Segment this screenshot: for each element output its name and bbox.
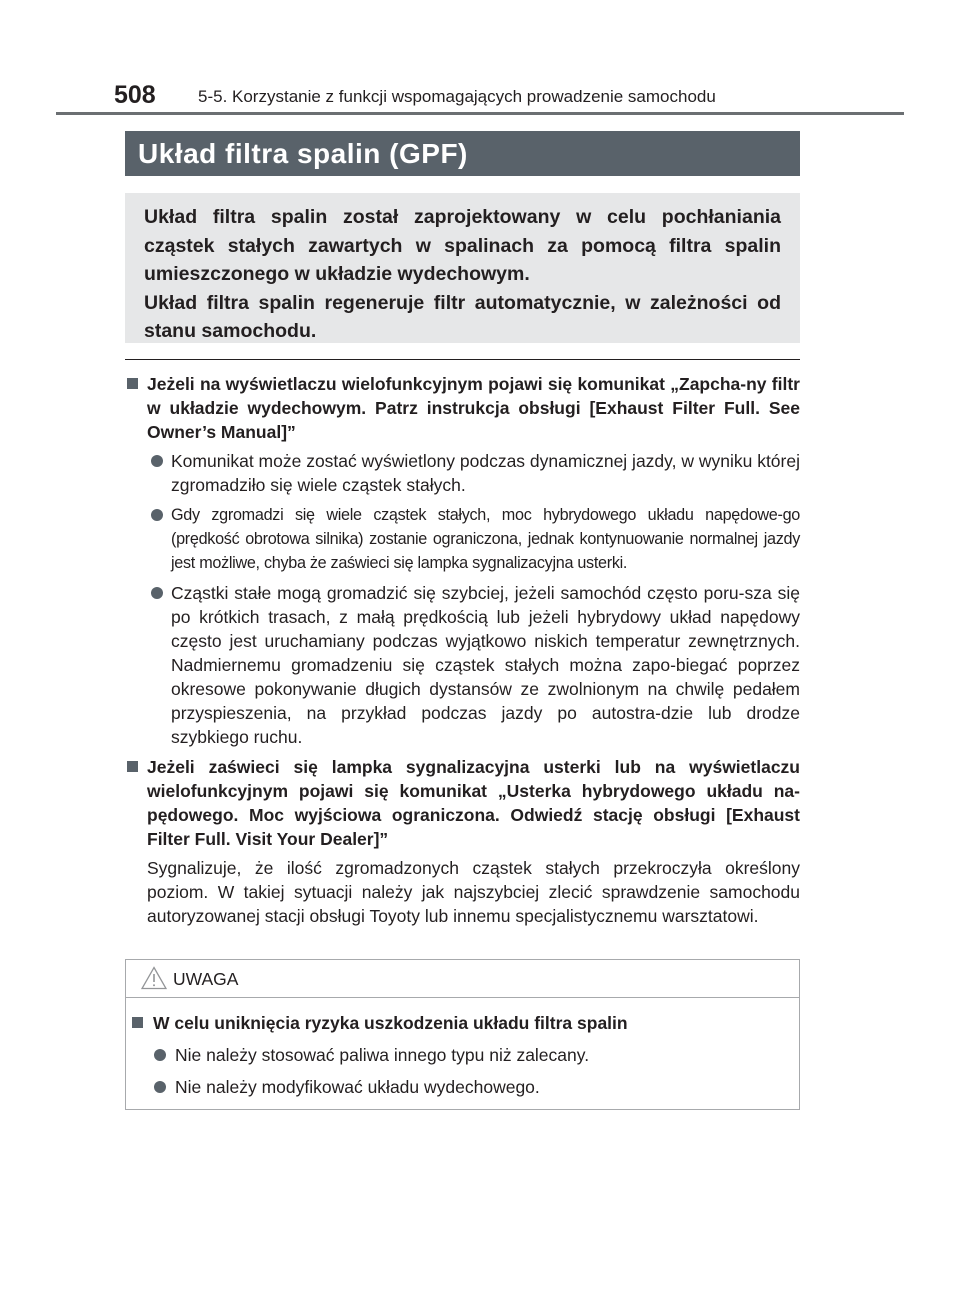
intro-paragraph-2: Układ filtra spalin regeneruje filtr automatycznie, w zależności od stanu samochodu. — [144, 291, 781, 342]
caution-label: UWAGA — [173, 969, 239, 989]
caution-heading-text: W celu uniknięcia ryzyka uszkodzenia układu filtra spalin — [153, 1013, 628, 1033]
page-number: 508 — [114, 81, 156, 109]
circle-bullet-icon — [151, 587, 163, 599]
circle-bullet-icon — [154, 1081, 166, 1093]
main-content — [125, 372, 800, 928]
square-bullet-icon — [127, 761, 138, 772]
caution-item — [126, 1075, 799, 1099]
caution-item-text: Nie należy stosować paliwa innego typu niż zalecany. — [175, 1045, 590, 1065]
section-divider — [125, 359, 800, 360]
chapter-title: 5-5. Korzystanie z funkcji wspomagających prowadzenie samochodu — [198, 87, 716, 106]
topic-paragraph: Sygnalizuje, że ilość zgromadzonych cząstek stałych przekroczyła określony poziom. W takiej sytuacji należy jak najszybciej zlecić sprawdzenie samochodu autoryzowanej stacji obsługi Toyoty lub innemu specjalistycznemu warsztatowi. — [147, 858, 800, 926]
topic-heading — [125, 755, 800, 851]
caution-header — [126, 960, 799, 998]
caution-box — [125, 959, 800, 1110]
caution-heading — [126, 1011, 799, 1035]
topic-heading-text: Jeżeli na wyświetlaczu wielofunkcyjnym pojawi się komunikat „Zapcha-ny filtr w układzie wydechowym. Patrz instrukcja obsługi [Exhaust Filter Full. See Owner’s Manual]” — [147, 374, 800, 442]
list-item — [125, 449, 800, 497]
intro-box — [125, 193, 800, 343]
header-divider — [56, 112, 904, 115]
list-item-text: Gdy zgromadzi się wiele cząstek stałych, moc hybrydowego układu napędowe-go (prędkość obrotowa silnika) zostanie ograniczona, jednak kontynuowanie normalnej jazdy jest możliwe, chyba że zaświeci się lampka sygnalizacyjna usterki. — [171, 506, 800, 572]
list-item-text: Komunikat może zostać wyświetlony podczas dynamicznej jazdy, w wyniku której zgromadziło się wiele cząstek stałych. — [171, 451, 800, 495]
square-bullet-icon — [132, 1017, 143, 1028]
circle-bullet-icon — [154, 1049, 166, 1061]
warning-triangle-icon — [141, 966, 167, 990]
circle-bullet-icon — [151, 509, 163, 521]
section-title: Układ filtra spalin (GPF) — [138, 138, 468, 169]
page-header — [0, 80, 960, 116]
topic-heading — [125, 372, 800, 444]
list-item — [125, 581, 800, 749]
topic-heading-text: Jeżeli zaświeci się lampka sygnalizacyjna usterki lub na wyświetlaczu wielofunkcyjnym pojawi się komunikat „Usterka hybrydowego układu na-pędowego. Moc wyjściowa ograniczona. Odwiedź stację obsługi [Exhaust Filter Full. Visit Your Dealer]” — [147, 757, 800, 849]
intro-paragraph-1: Układ filtra spalin został zaprojektowany w celu pochłaniania cząstek stałych zawartych w spalinach za pomocą filtra spalin umieszczonego w układzie wydechowym. — [144, 206, 781, 285]
caution-item — [126, 1043, 799, 1067]
section-title-bar — [125, 131, 800, 176]
caution-item-text: Nie należy modyfikować układu wydechowego. — [175, 1077, 540, 1097]
list-item-text: Cząstki stałe mogą gromadzić się szybciej, jeżeli samochód często poru-sza się po krótkich trasach, z małą prędkością lub jeżeli hybrydowy układ napędowy często jest uruchamiany podczas wyjątkowo niskich temperatur zewnętrznych. Nadmiernemu gromadzeniu się cząstek stałych można zapo-biegać poprzez okresowe pokonywanie długich dystansów ze zwolnionym na chwilę pedałem przyspieszenia, na przykład podczas jazdy po autostra-dzie lub drodze szybkiego ruchu. — [171, 583, 800, 747]
square-bullet-icon — [127, 378, 138, 389]
circle-bullet-icon — [151, 455, 163, 467]
caution-body — [126, 1011, 799, 1107]
list-item — [125, 503, 800, 575]
